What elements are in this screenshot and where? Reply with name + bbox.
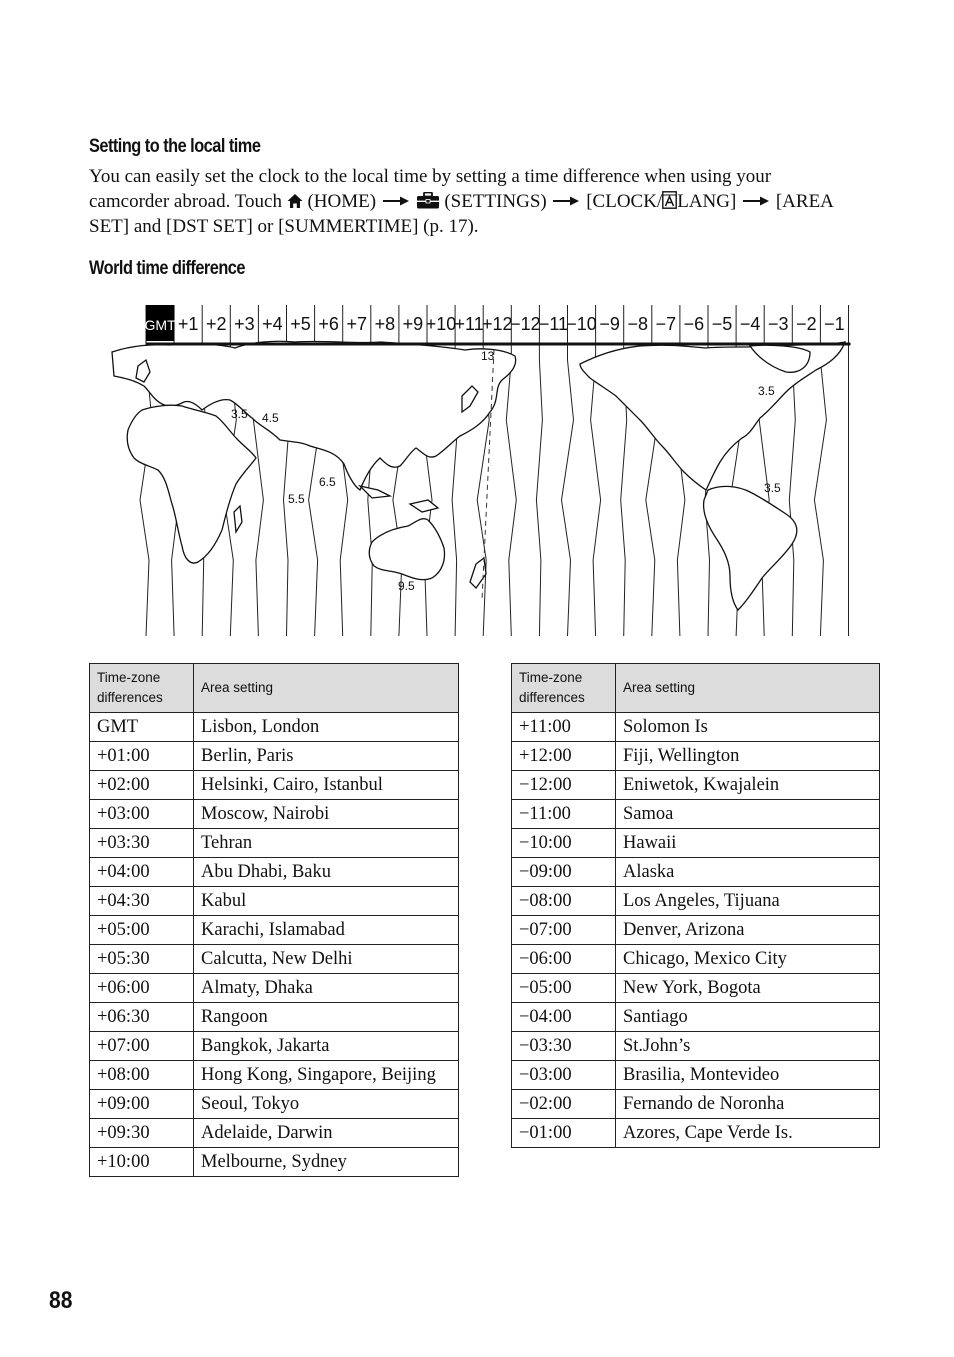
timezone-cell: −03:00 (512, 1061, 616, 1090)
area-cell: Helsinki, Cairo, Istanbul (194, 771, 459, 800)
timezone-cell: −02:00 (512, 1090, 616, 1119)
header-area-setting: Area setting (194, 664, 459, 713)
table-row (512, 829, 880, 858)
zone-label: −1 (824, 314, 845, 334)
area-cell: Almaty, Dhaka (194, 974, 459, 1003)
area-cell: Tehran (194, 829, 459, 858)
area-cell: Eniwetok, Kwajalein (616, 771, 880, 800)
timezone-cell: −03:30 (512, 1032, 616, 1061)
table-row (90, 1003, 459, 1032)
timezone-cell: +05:30 (90, 945, 194, 974)
zone-label: +7 (346, 314, 368, 334)
table-row (90, 974, 459, 1003)
timezone-cell: −10:00 (512, 829, 616, 858)
clock-lang-suffix: LANG] (677, 190, 737, 212)
table-row (512, 742, 880, 771)
table-header-row (512, 664, 880, 713)
timezone-cell: +12:00 (512, 742, 616, 771)
area-cell: Fernando de Noronha (616, 1090, 880, 1119)
continent-outlines (112, 341, 845, 610)
timezone-cell: +04:30 (90, 887, 194, 916)
table-header-row (90, 664, 459, 713)
timezone-cell: +08:00 (90, 1061, 194, 1090)
island-new-zealand (470, 558, 486, 588)
clock-lang-prefix: [CLOCK/ (586, 190, 663, 212)
table-row (90, 742, 459, 771)
table-row (90, 1061, 459, 1090)
intro-text-start: You can easily set the clock to the local time by setting a time difference when using your camcorder abroad. Touch (89, 166, 772, 212)
area-cell: Hawaii (616, 829, 880, 858)
settings-label: (SETTINGS) (444, 190, 547, 212)
section-title-world-time: World time difference (89, 258, 245, 279)
zone-label: +11 (454, 314, 484, 334)
island-indonesia (360, 486, 390, 498)
arrow-right-icon (743, 189, 769, 213)
table-row (90, 1032, 459, 1061)
area-cell: Calcutta, New Delhi (194, 945, 459, 974)
arrow-right-icon (553, 189, 579, 213)
table-row (512, 771, 880, 800)
zone-boundary-line (562, 305, 574, 636)
timezone-table-left (89, 663, 459, 1177)
timezone-cell: +02:00 (90, 771, 194, 800)
zone-label: −9 (599, 314, 620, 334)
half-zone-label: 3.5 (231, 407, 248, 421)
area-cell: Berlin, Paris (194, 742, 459, 771)
timezone-cell: +09:00 (90, 1090, 194, 1119)
area-cell: Moscow, Nairobi (194, 800, 459, 829)
zone-label-bar (144, 305, 850, 344)
timezone-cell: −05:00 (512, 974, 616, 1003)
zone-label: −6 (683, 314, 705, 334)
half-zone-label: 5.5 (288, 492, 305, 506)
zone-boundary-line (591, 305, 601, 636)
section-title-local-time: Setting to the local time (89, 136, 261, 157)
area-cell: Santiago (616, 1003, 880, 1032)
timezone-cell: −11:00 (512, 800, 616, 829)
table-row (512, 1119, 880, 1148)
continent-africa (127, 405, 256, 563)
half-zone-label: 4.5 (262, 411, 279, 425)
area-cell: Melbourne, Sydney (194, 1148, 459, 1177)
table-row (512, 974, 880, 1003)
half-zone-label: 9.5 (398, 579, 415, 593)
table-row (90, 1148, 459, 1177)
table-row (90, 829, 459, 858)
island-new-guinea (410, 500, 438, 512)
table-row (512, 1090, 880, 1119)
timezone-cell: −12:00 (512, 771, 616, 800)
header-timezone-differences: Time-zone differences (90, 664, 194, 713)
table-row (90, 713, 459, 742)
zone-label: −12 (510, 314, 541, 334)
table-row (512, 945, 880, 974)
area-cell: Karachi, Islamabad (194, 916, 459, 945)
zone-label: GMT (144, 317, 176, 333)
table-row (512, 713, 880, 742)
area-cell: Azores, Cape Verde Is. (616, 1119, 880, 1148)
table-row (90, 1090, 459, 1119)
timezone-cell: +06:30 (90, 1003, 194, 1032)
timezone-cell: +04:00 (90, 858, 194, 887)
zone-label: −7 (655, 314, 677, 334)
timezone-cell: −08:00 (512, 887, 616, 916)
intro-paragraph (89, 165, 849, 239)
timezone-table-right (511, 663, 880, 1148)
area-cell: Brasilia, Montevideo (616, 1061, 880, 1090)
table-row (512, 887, 880, 916)
timezone-cell: +01:00 (90, 742, 194, 771)
area-cell: Adelaide, Darwin (194, 1119, 459, 1148)
timezone-cell: +07:00 (90, 1032, 194, 1061)
world-time-zone-map (110, 300, 855, 640)
area-cell: Seoul, Tokyo (194, 1090, 459, 1119)
area-cell: Alaska (616, 858, 880, 887)
zone-label: +12 (481, 314, 513, 334)
table-row (90, 1119, 459, 1148)
table-row (512, 858, 880, 887)
area-cell: Denver, Arizona (616, 916, 880, 945)
area-cell: New York, Bogota (616, 974, 880, 1003)
table-row (512, 1003, 880, 1032)
area-cell: Solomon Is (616, 713, 880, 742)
timezone-cell: +05:00 (90, 916, 194, 945)
timezone-cell: −09:00 (512, 858, 616, 887)
continent-south-america (704, 486, 797, 610)
zone-label: +3 (234, 314, 255, 334)
table-row (90, 887, 459, 916)
area-cell: Kabul (194, 887, 459, 916)
intro-text-end: [AREA SET] and [DST SET] or [SUMMERTIME] (p. 17). (89, 190, 833, 237)
timezone-cell: −06:00 (512, 945, 616, 974)
timezone-cell: −07:00 (512, 916, 616, 945)
table-row (512, 1061, 880, 1090)
zone-label: −8 (627, 314, 649, 334)
continent-australia (369, 519, 444, 580)
timezone-cell: −01:00 (512, 1119, 616, 1148)
zone-label: +5 (290, 314, 311, 334)
area-cell: Hong Kong, Singapore, Beijing (194, 1061, 459, 1090)
camera-a-icon (662, 191, 677, 216)
timezone-cell: +03:30 (90, 829, 194, 858)
timezone-cell: −04:00 (512, 1003, 616, 1032)
home-label: (HOME) (307, 190, 377, 212)
zone-label: −4 (739, 314, 761, 334)
table-row (90, 916, 459, 945)
header-timezone-differences: Time-zone differences (512, 664, 616, 713)
area-cell: Chicago, Mexico City (616, 945, 880, 974)
half-zone-label: 3.5 (758, 384, 775, 398)
timezone-cell: +03:00 (90, 800, 194, 829)
zone-boundary-line (536, 305, 542, 636)
area-cell: Fiji, Wellington (616, 742, 880, 771)
zone-label: −3 (767, 314, 789, 334)
half-zone-label: 13 (481, 349, 495, 363)
home-icon (287, 192, 303, 216)
timezone-cell: +09:30 (90, 1119, 194, 1148)
area-cell: Bangkok, Jakarta (194, 1032, 459, 1061)
zone-label: +4 (262, 314, 283, 334)
area-cell: Lisbon, London (194, 713, 459, 742)
zone-label: +1 (177, 314, 199, 334)
island-madagascar (234, 506, 242, 532)
area-cell: Rangoon (194, 1003, 459, 1032)
table-row (512, 1032, 880, 1061)
table-row (90, 858, 459, 887)
zone-label: +2 (205, 314, 227, 334)
zone-label: +8 (374, 314, 396, 334)
table-row (90, 771, 459, 800)
timezone-cell: GMT (90, 713, 194, 742)
area-cell: St.John’s (616, 1032, 880, 1061)
table-row (512, 800, 880, 829)
zone-label: −2 (796, 314, 817, 334)
area-cell: Samoa (616, 800, 880, 829)
zone-label: −11 (538, 314, 569, 334)
arrow-right-icon (383, 189, 409, 213)
area-cell: Abu Dhabi, Baku (194, 858, 459, 887)
zone-label: +6 (318, 314, 339, 334)
table-row (512, 916, 880, 945)
half-zone-label: 3.5 (764, 481, 781, 495)
toolbox-icon (416, 192, 440, 216)
header-area-setting: Area setting (616, 664, 880, 713)
table-row (90, 945, 459, 974)
zone-label: −10 (566, 314, 597, 334)
zone-label: −5 (711, 314, 733, 334)
timezone-cell: +10:00 (90, 1148, 194, 1177)
zone-label: +10 (425, 314, 457, 334)
table-row (90, 800, 459, 829)
page-number: 88 (49, 1287, 73, 1314)
timezone-cell: +06:00 (90, 974, 194, 1003)
timezone-cell: +11:00 (512, 713, 616, 742)
zone-label: +9 (402, 314, 424, 334)
half-zone-label: 6.5 (319, 475, 336, 489)
area-cell: Los Angeles, Tijuana (616, 887, 880, 916)
